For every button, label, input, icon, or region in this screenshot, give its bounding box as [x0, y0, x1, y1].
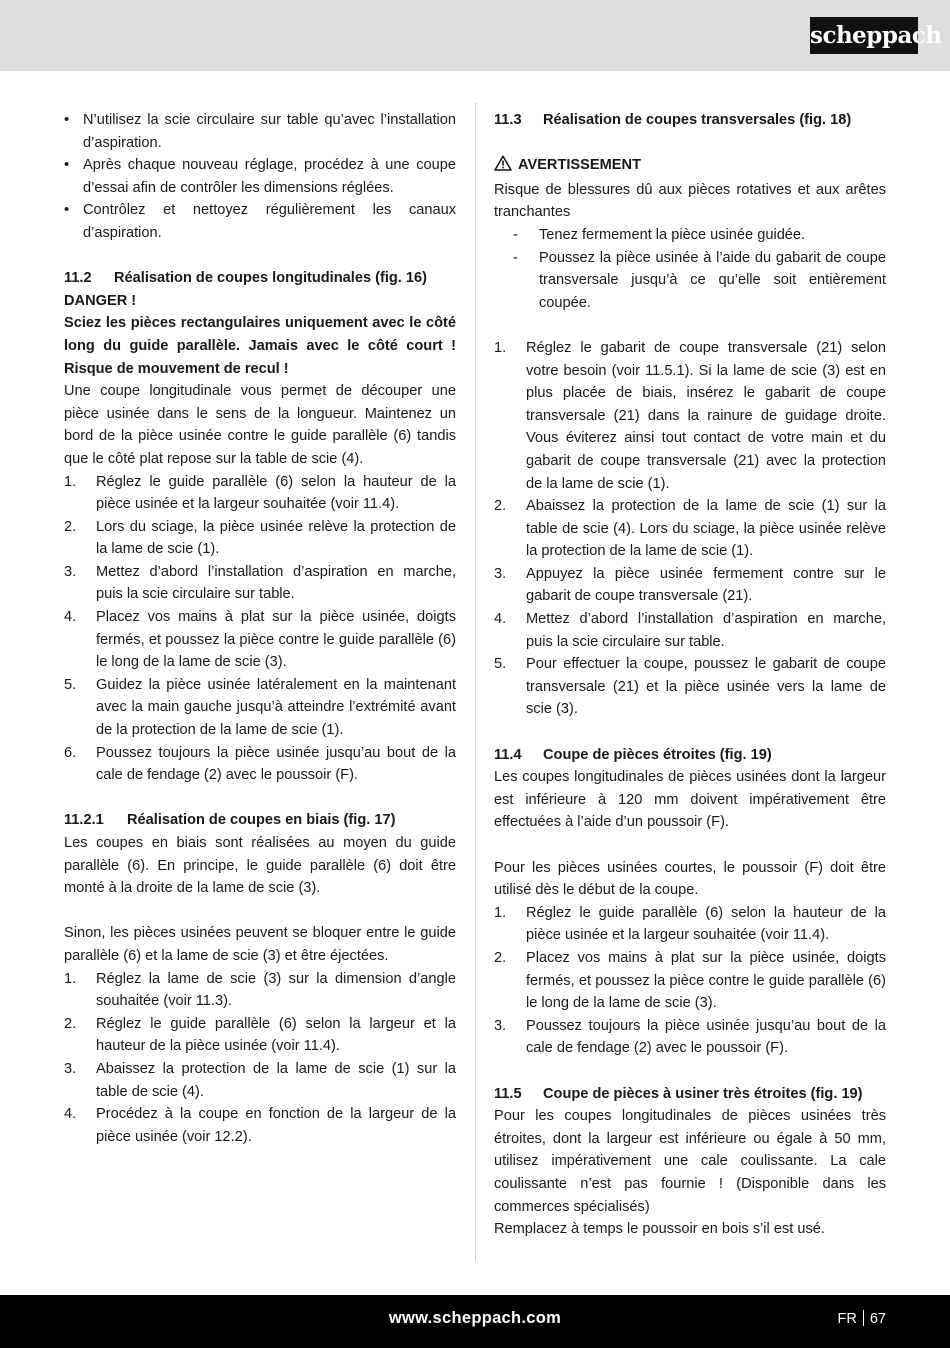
- step-number: 3.: [64, 563, 77, 580]
- step-text: Abaissez la protection de la lame de scie (1) sur la table de scie (4).: [96, 1060, 456, 1100]
- paragraph: Remplacez à temps le poussoir en bois s’il est usé.: [494, 1221, 825, 1238]
- header-bar: [0, 0, 950, 71]
- paragraph: Pour les pièces usinées courtes, le poussoir (F) doit être utilisé dès le début de la coupe.: [494, 859, 886, 899]
- section-heading-11-2-1: [64, 809, 456, 832]
- footer-bar: [0, 1295, 950, 1348]
- step-list: [494, 902, 886, 1060]
- step-item: [494, 947, 886, 1015]
- step-text: Lors du sciage, la pièce usinée relève la protection de la lame de scie (1).: [96, 518, 456, 558]
- paragraph: Une coupe longitudinale vous permet de découper une pièce usinée dans le sens de la longueur. Maintenez un bord de la pièce usinée contre le guide parallèle (6) tandis que le côté plat repose sur la table de scie (4).: [64, 383, 456, 467]
- section-title: Réalisation de coupes en biais (fig. 17): [127, 812, 396, 829]
- bullet-item: • N’utilisez la scie circulaire sur table qu’avec l’installation d’aspiration.: [64, 109, 456, 154]
- step-number: 1.: [64, 473, 77, 490]
- step-text: Mettez d’abord l’installation d’aspiration en marche, puis la scie circulaire sur table.: [96, 563, 456, 603]
- step-item: [64, 1058, 456, 1103]
- step-item: [494, 337, 886, 495]
- column-divider: [475, 103, 476, 1261]
- step-text: Poussez toujours la pièce usinée jusqu’au bout de la cale de fendage (2) avec le poussoir (F).: [526, 1017, 886, 1057]
- step-number: 4.: [494, 611, 507, 628]
- paragraph: Les coupes en biais sont réalisées au moyen du guide parallèle (6). En principe, le guide parallèle (6) doit être monté à la droite de la lame de scie (3).: [64, 835, 456, 897]
- dash-item: - Poussez la pièce usinée à l’aide du gabarit de coupe transversale jusqu’à ce qu’elle soit entièrement coupée.: [494, 247, 886, 315]
- dash-list: [494, 224, 886, 314]
- section-heading-11-5: [494, 1083, 886, 1106]
- dash-item: - Tenez fermement la pièce usinée guidée.: [494, 224, 886, 247]
- step-number: 4.: [64, 1106, 77, 1123]
- section-number: 11.4: [494, 746, 522, 763]
- danger-text: Sciez les pièces rectangulaires uniquement avec le côté long du guide parallèle. Jamais avec le côté court ! Risque de mouvement de recul !: [64, 315, 456, 377]
- section-number: 11.2.1: [64, 812, 104, 829]
- step-number: 5.: [494, 656, 507, 673]
- section-title: Coupe de pièces à usiner très étroites (fig. 19): [543, 1085, 863, 1102]
- right-column: [494, 109, 886, 1241]
- bullet-list: [64, 109, 456, 245]
- step-text: Réglez le guide parallèle (6) selon la largeur et la hauteur de la pièce usinée (voir 11.4).: [96, 1015, 456, 1055]
- step-item: [64, 561, 456, 606]
- step-item: [64, 606, 456, 674]
- section-heading-11-4: [494, 744, 886, 767]
- step-item: [64, 968, 456, 1013]
- step-item: [494, 653, 886, 721]
- bullet-item: • Contrôlez et nettoyez régulièrement les canaux d’aspiration.: [64, 199, 456, 244]
- step-item: [64, 1013, 456, 1058]
- section-title: Réalisation de coupes longitudinales (fig. 16): [114, 270, 428, 287]
- section-number: 11.2: [64, 270, 92, 287]
- step-list: [64, 968, 456, 1149]
- step-number: 6.: [64, 744, 77, 761]
- section-number: 11.3: [494, 112, 522, 128]
- step-text: Placez vos mains à plat sur la pièce usinée, doigts fermés, et poussez la pièce contre le guide parallèle (6) le long de la lame de scie (3).: [526, 949, 886, 1012]
- step-number: 1.: [494, 339, 507, 356]
- step-item: [64, 1103, 456, 1148]
- step-number: 1.: [64, 970, 77, 987]
- step-number: 2.: [494, 498, 507, 515]
- step-item: [64, 516, 456, 561]
- step-item: [64, 674, 456, 742]
- paragraph: Les coupes longitudinales de pièces usinées dont la largeur est inférieure à 120 mm doivent impérativement être effectuées à l’aide d’un poussoir (F).: [494, 769, 886, 831]
- step-text: Appuyez la pièce usinée fermement contre sur le gabarit de coupe transversale (21).: [526, 565, 886, 605]
- separator: [863, 1310, 864, 1326]
- step-text: Réglez le gabarit de coupe transversale (21) selon votre besoin (voir 11.5.1). Si la lame de scie (3) est en plus placée de biais, insérez le gabarit de coupe transversale (21) dans la rainure de guidage droite. Vous éviterez ainsi tout contact de votre main et du gabarit de coupe transversale (21) avec la protection de la lame de scie (1).: [526, 339, 886, 492]
- warning-heading: [494, 154, 886, 179]
- step-text: Mettez d’abord l’installation d’aspiration en marche, puis la scie circulaire sur table.: [526, 611, 886, 650]
- step-number: 5.: [64, 676, 77, 693]
- step-number: 3.: [494, 565, 507, 582]
- step-number: 4.: [64, 609, 77, 626]
- step-number: 2.: [494, 949, 507, 966]
- step-number: 2.: [64, 518, 77, 535]
- step-number: 3.: [494, 1017, 507, 1034]
- step-item: [494, 608, 886, 653]
- step-item: [64, 471, 456, 516]
- step-number: 2.: [64, 1015, 77, 1032]
- section-heading-11-2: [64, 267, 456, 290]
- step-item: [64, 742, 456, 787]
- step-text: Abaissez la protection de la lame de scie (1) sur la table de scie (4). Lors du sciage, la pièce usinée relève la protection de la lame de scie (1).: [526, 498, 886, 560]
- step-text: Réglez le guide parallèle (6) selon la hauteur de la pièce usinée et la largeur souhaitée (voir 11.4).: [526, 904, 886, 944]
- brand-logo: scheppach: [810, 17, 918, 54]
- bullet-item: • Après chaque nouveau réglage, procédez à une coupe d’essai afin de contrôler les dimensions réglées.: [64, 154, 456, 199]
- website-link[interactable]: www.scheppach.com: [388, 1309, 562, 1327]
- step-text: Réglez le guide parallèle (6) selon la hauteur de la pièce usinée et la largeur souhaitée (voir 11.4).: [96, 473, 456, 513]
- section-number: 11.5: [494, 1085, 522, 1102]
- warning-triangle-icon: [494, 155, 512, 179]
- warning-label: AVERTISSEMENT: [518, 157, 641, 174]
- left-column: [64, 109, 456, 1148]
- step-item: [494, 563, 886, 608]
- section-title: Coupe de pièces étroites (fig. 19): [543, 746, 772, 763]
- warning-text: Risque de blessures dû aux pièces rotatives et aux arêtes tranchantes: [494, 181, 886, 221]
- step-item: [494, 495, 886, 563]
- step-list: [494, 337, 886, 721]
- paragraph: Sinon, les pièces usinées peuvent se bloquer entre le guide parallèle (6) et la lame de scie (3) et être éjectées.: [64, 925, 456, 964]
- step-text: Poussez toujours la pièce usinée jusqu’au bout de la cale de fendage (2) avec le poussoir (F).: [96, 744, 456, 784]
- step-number: 1.: [494, 904, 507, 921]
- step-item: [494, 1015, 886, 1060]
- step-text: Procédez à la coupe en fonction de la largeur de la pièce usinée (voir 12.2).: [96, 1106, 456, 1145]
- step-text: Placez vos mains à plat sur la pièce usinée, doigts fermés, et poussez la pièce contre le guide parallèle (6) le long de la lame de scie (3).: [96, 609, 456, 671]
- page-indicator: [838, 1310, 886, 1327]
- step-text: Pour effectuer la coupe, poussez le gabarit de coupe transversale (21) et la pièce usinée vers la lame de scie (3).: [526, 656, 886, 718]
- section-heading-11-3: [494, 109, 886, 132]
- step-number: 3.: [64, 1060, 77, 1077]
- step-item: [494, 902, 886, 947]
- paragraph: Pour les coupes longitudinales de pièces usinées très étroites, dont la largeur est inférieure ou égale à 50 mm, utilisez impérativement une cale coulissante. La cale coulissante n’est pas fournie ! (Disponible dans les commerces spécialisés): [494, 1108, 886, 1215]
- step-text: Guidez la pièce usinée latéralement en la maintenant avec la main gauche jusqu’à atteindre l’extrémité avant de la protection de la lame de scie (1).: [96, 676, 456, 739]
- danger-label: DANGER !: [64, 292, 137, 309]
- step-text: Réglez la lame de scie (3) sur la dimension d’angle souhaitée (voir 11.3).: [96, 970, 456, 1010]
- page-number: 67: [869, 1311, 886, 1327]
- language-code: FR: [837, 1311, 857, 1327]
- step-list: [64, 471, 456, 787]
- section-title: Réalisation de coupes transversales (fig. 18): [543, 112, 852, 128]
